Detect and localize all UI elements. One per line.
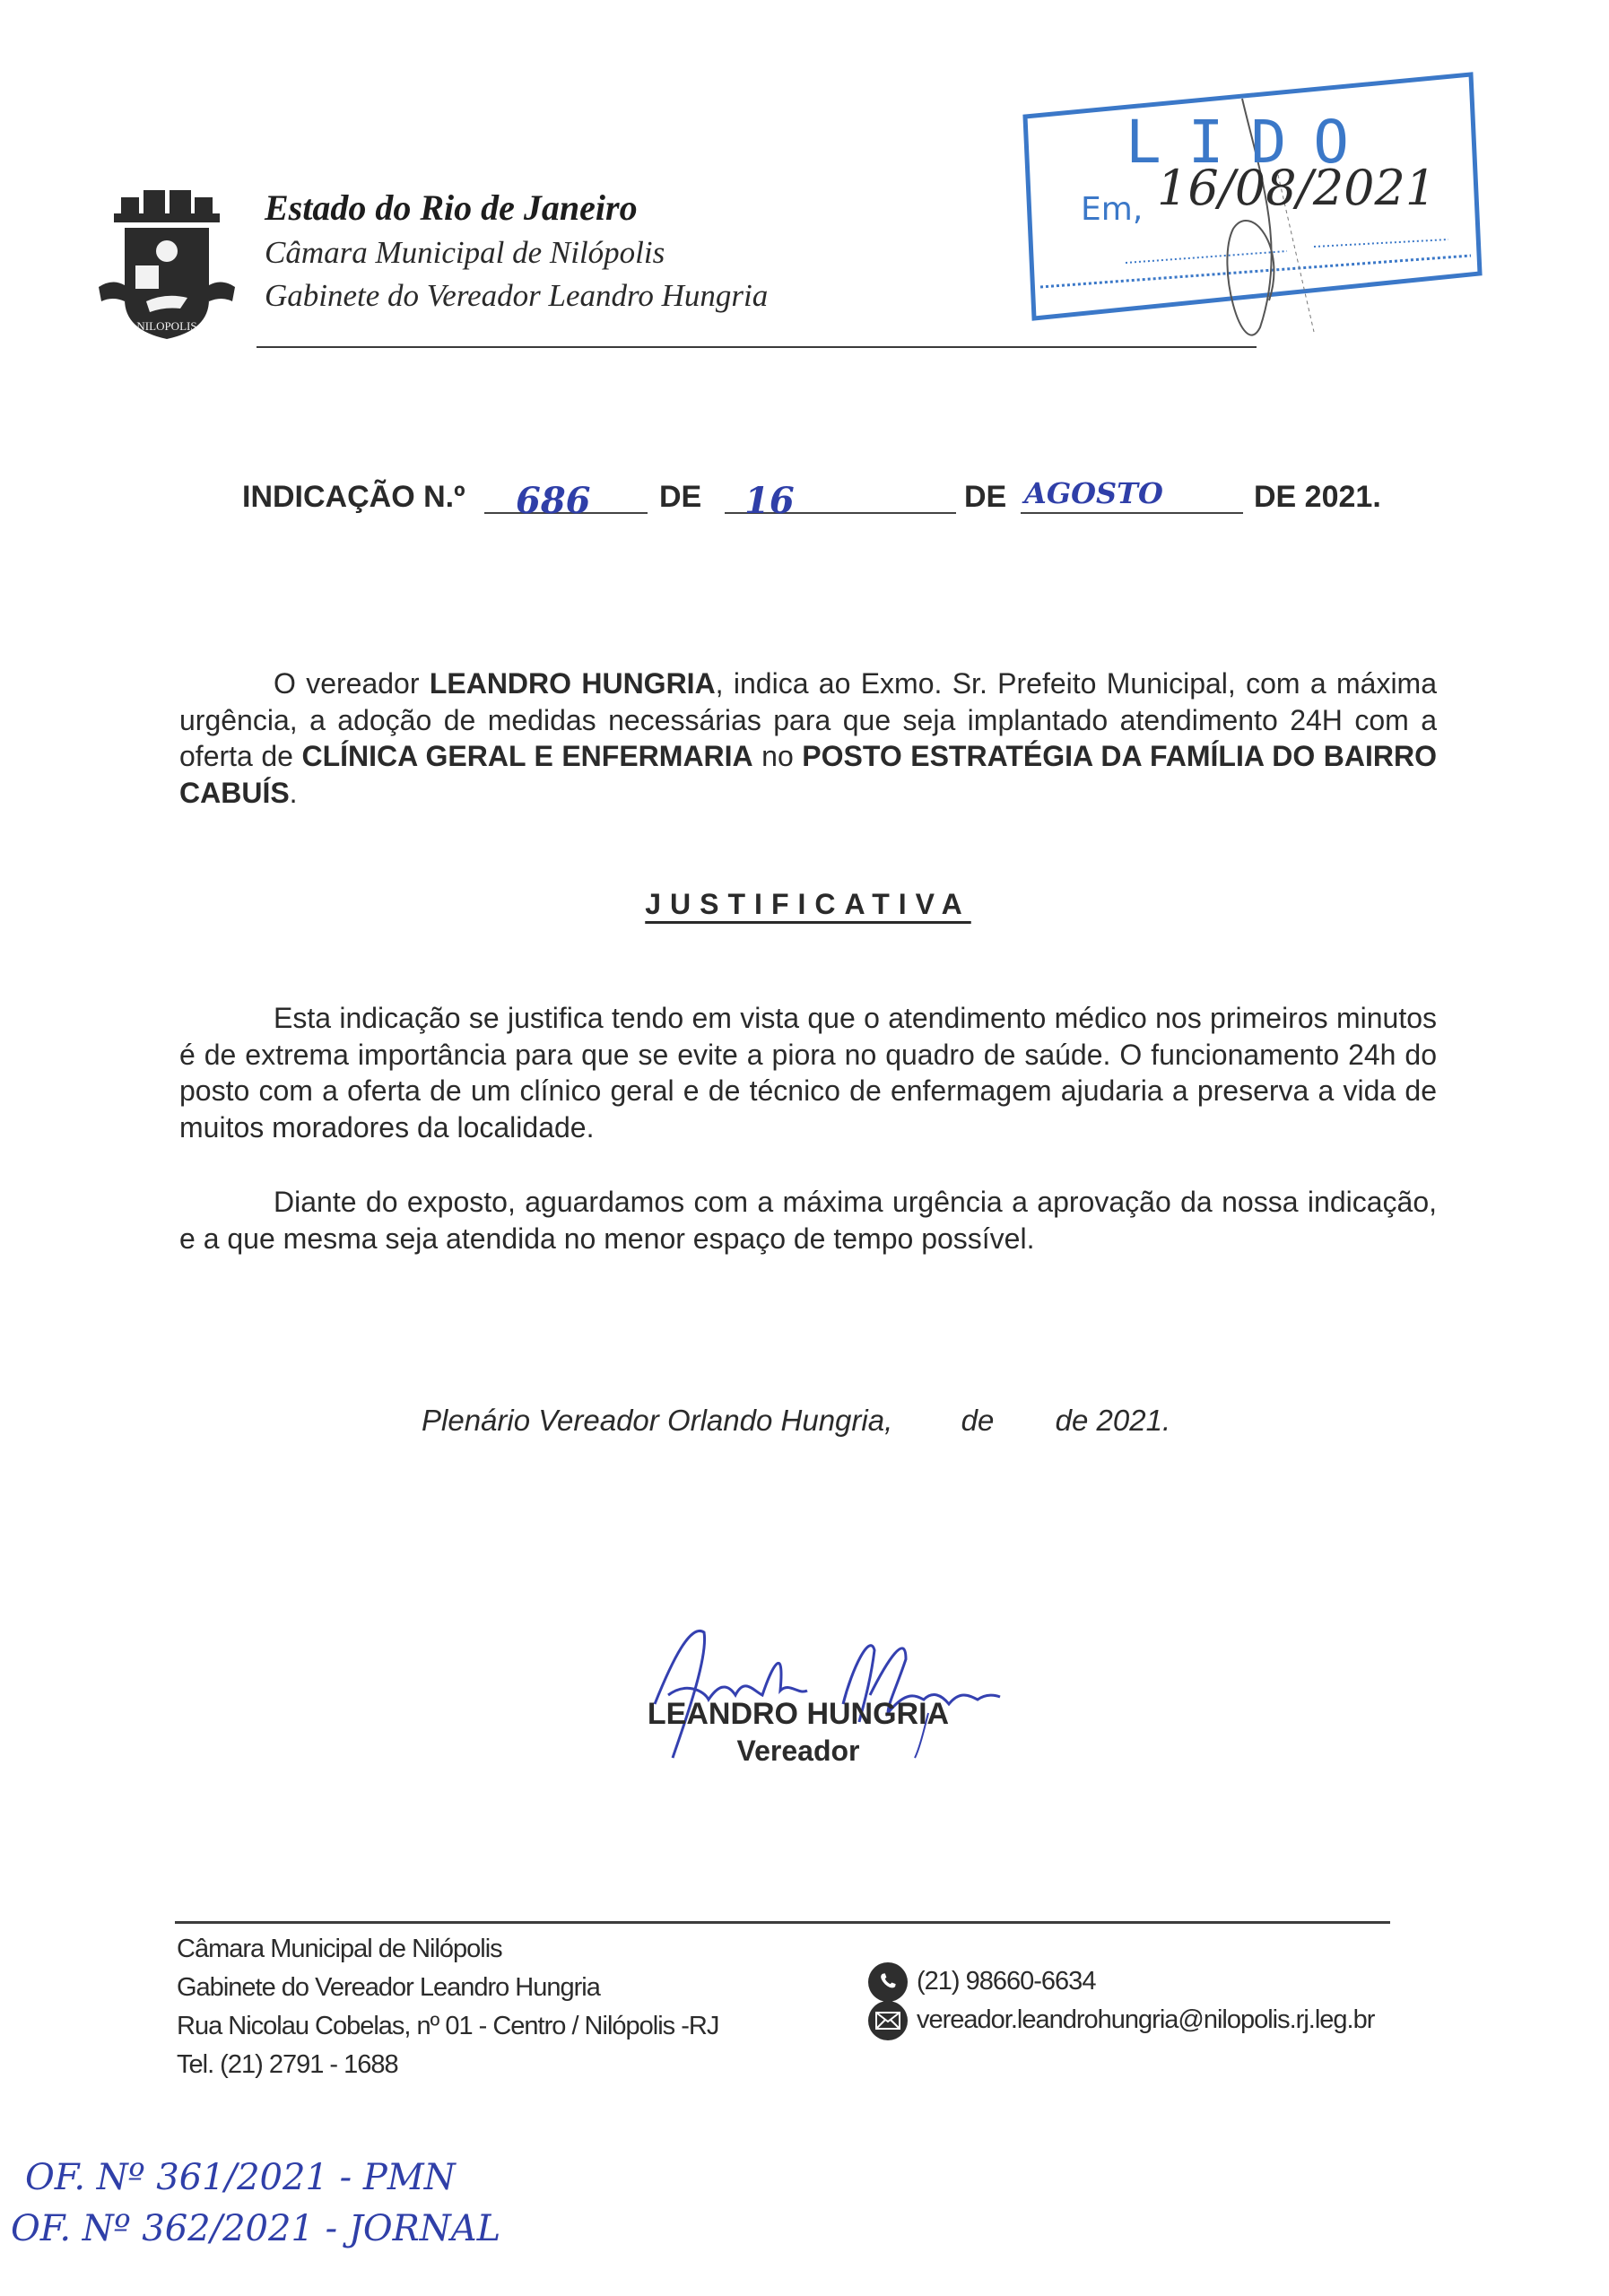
stamp-em-label: Em, (1081, 191, 1144, 228)
paragraph-conclusion (179, 1184, 1437, 1257)
header-office: Gabinete do Vereador Leandro Hungria (265, 278, 769, 313)
p1-bold-name: LEANDRO HUNGRIA (429, 667, 716, 700)
footer-phone: (21) 98660-6634 (917, 1967, 1096, 1996)
whatsapp-icon (868, 1962, 908, 2002)
footer-address (177, 1930, 718, 2084)
stamp-date: 16/08/2021 (1157, 160, 1437, 216)
p1-text-4: . (289, 776, 298, 809)
place-date-line (422, 1404, 1170, 1438)
handwritten-note-1: OF. Nº 361/2021 - PMN (25, 2157, 456, 2198)
p1-text-2: , indica ao Exmo. Sr. Prefeito Municipal, com a máxima urgência, a adoção de medidas necessárias para que seja implantado atendimento 24H com a oferta de (179, 667, 1437, 772)
indication-day: 16 (744, 480, 795, 522)
stamp-label: LIDO (1126, 108, 1376, 177)
indication-line (242, 476, 1381, 525)
p3-text: Diante do exposto, aguardamos com a máxima urgência a aprovação da nossa indicação, e a que mesma seja atendida no menor espaço de tempo possível. (179, 1186, 1437, 1255)
paragraph-indication (179, 665, 1437, 811)
paragraph-justification (179, 1000, 1437, 1145)
p1-text-1: O vereador (274, 667, 430, 700)
envelope-icon (868, 2001, 908, 2040)
header-divider (257, 346, 1257, 348)
place-de: de (961, 1404, 995, 1437)
footer-tel: Tel. (21) 2791 - 1688 (177, 2050, 398, 2079)
place-text: Plenário Vereador Orlando Hungria, (422, 1404, 893, 1437)
signatory-name: LEANDRO HUNGRIA (647, 1697, 950, 1731)
indication-suffix: DE 2021. (1254, 480, 1381, 514)
handwritten-note-2: OF. Nº 362/2021 - JORNAL (11, 2208, 501, 2249)
footer-chamber: Câmara Municipal de Nilópolis (177, 1935, 502, 1963)
indication-de-2: DE (964, 480, 1007, 514)
indication-month: AGOSTO (1024, 476, 1163, 510)
p2-text: Esta indicação se justifica tendo em vista que o atendimento médico nos primeiros minutos é de extrema importância para que se evite a piora no quadro de saúde. O funcionamento 24h do posto com a oferta de um clínico geral e de técnico de enfermagem ajudaria a preserva a vida de muitos moradores da localidade. (179, 1002, 1437, 1144)
footer-office: Gabinete do Vereador Leandro Hungria (177, 1973, 600, 2002)
justification-title (179, 888, 1437, 921)
footer-email: vereador.leandrohungria@nilopolis.rj.leg.br (917, 2005, 1375, 2034)
p1-bold-location: POSTO ESTRATÉGIA DA FAMÍLIA DO BAIRRO CABUÍS (179, 740, 1438, 809)
coat-of-arms-logo (94, 187, 239, 344)
footer-contact (868, 1962, 1374, 2039)
footer-street: Rua Nicolau Cobelas, nº 01 - Centro / Nilópolis -RJ (177, 2012, 719, 2040)
indication-prefix: INDICAÇÃO N.º (242, 480, 465, 514)
logo-text: NILOPOLIS (136, 319, 197, 333)
footer-divider (175, 1921, 1390, 1924)
p1-bold-service: CLÍNICA GERAL E ENFERMARIA (301, 740, 753, 772)
indication-number: 686 (516, 480, 591, 522)
header-state: Estado do Rio de Janeiro (265, 187, 638, 228)
signatory-role: Vereador (736, 1735, 860, 1767)
header-chamber: Câmara Municipal de Nilópolis (265, 235, 665, 270)
month-blank (1021, 512, 1243, 514)
justification-title-text: JUSTIFICATIVA (645, 888, 971, 920)
place-year: de 2021. (1055, 1404, 1171, 1437)
indication-de-1: DE (659, 480, 702, 514)
p1-text-3: no (752, 740, 803, 772)
